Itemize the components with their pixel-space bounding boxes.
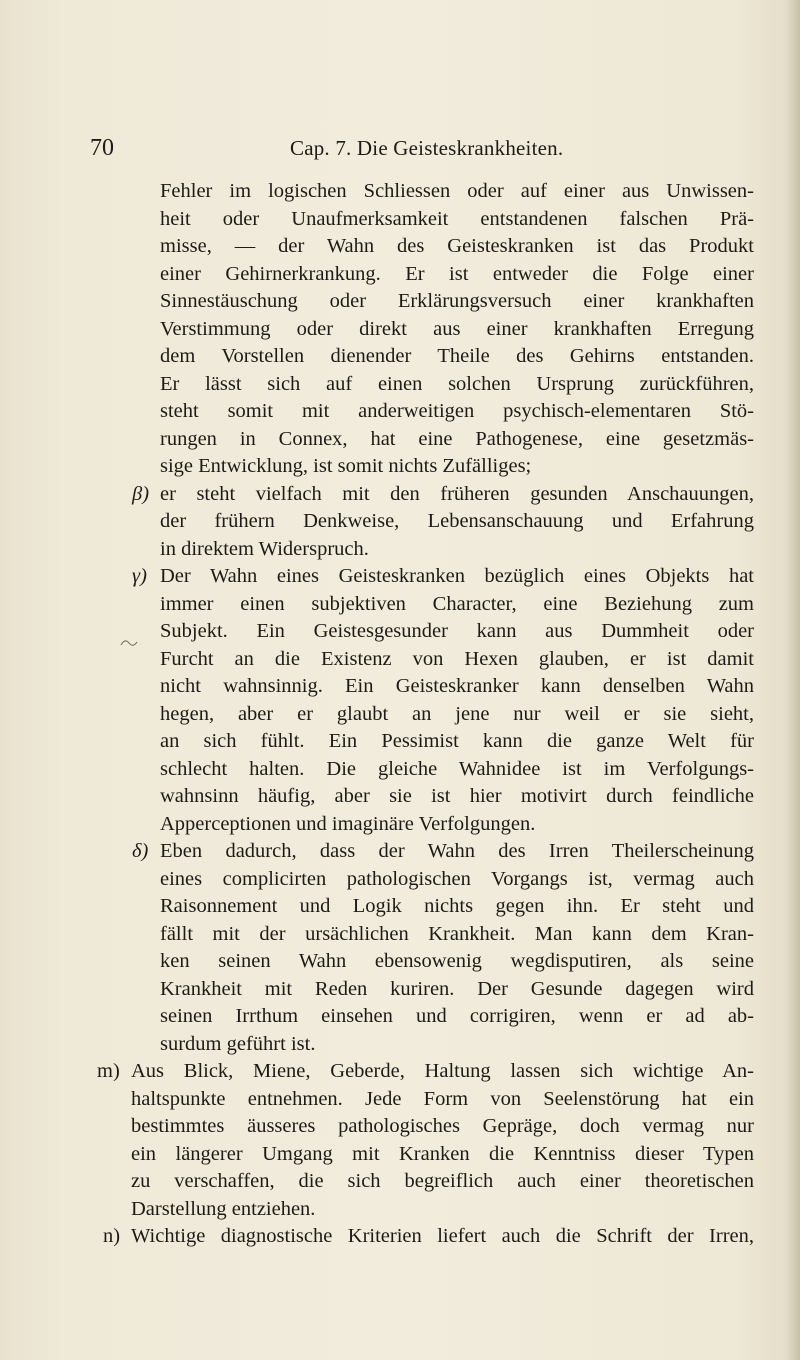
text-line: fällt mit der ursächlichen Krankheit. Man kann dem Kran- (160, 922, 754, 945)
ink-mark-icon (120, 636, 138, 650)
marker-m: m) (97, 1060, 120, 1082)
text-line: haltspunkte entnehmen. Jede Form von Seelenstörung hat ein (131, 1087, 754, 1110)
marker-beta: β) (132, 482, 150, 505)
text-line: steht somit mit anderweitigen psychisch-elementaren Stö- (160, 400, 754, 422)
text-line: ken seinen Wahn ebensowenig wegdisputiren, als seine (160, 950, 754, 972)
text-line: Verstimmung oder direkt aus einer krankhaften Erregung (160, 317, 754, 340)
text-line: Eben dadurch, dass der Wahn des Irren Theilerscheinung (160, 840, 754, 862)
text-line: ein längerer Umgang mit Kranken die Kenntniss dieser Typen (131, 1142, 754, 1165)
page-edge-shadow (786, 0, 800, 1360)
text-line: immer einen subjektiven Character, eine Beziehung zum (160, 592, 754, 615)
text-line: rungen in Connex, hat eine Pathogenese, eine gesetzmäs- (160, 427, 754, 450)
text-line: Aus Blick, Miene, Geberde, Haltung lassen sich wichtige An- (131, 1060, 754, 1082)
text-line: Apperceptionen und imaginäre Verfolgungen. (160, 812, 536, 835)
page-number: 70 (90, 135, 114, 161)
text-line: an sich fühlt. Ein Pessimist kann die ganze Welt für (160, 730, 754, 752)
text-line: in direktem Widerspruch. (160, 537, 369, 560)
text-line: zu verschaffen, die sich begreiflich auch einer theoretischen (131, 1170, 754, 1192)
text-line: nicht wahnsinnig. Ein Geisteskranker kann denselben Wahn (160, 675, 754, 697)
marker-n: n) (103, 1225, 121, 1247)
text-line: eines complicirten pathologischen Vorgangs ist, vermag auch (160, 867, 754, 890)
running-header (0, 133, 800, 163)
text-line: Er lässt sich auf einen solchen Ursprung zurückführen, (160, 372, 754, 395)
text-line: hegen, aber er glaubt an jene nur weil er sie sieht, (160, 702, 754, 725)
text-line: Furcht an die Existenz von Hexen glauben, er ist damit (160, 647, 754, 670)
text-line: Krankheit mit Reden kuriren. Der Gesunde dagegen wird (160, 977, 754, 1000)
text-line: seinen Irrthum einsehen und corrigiren, wenn er ad ab- (160, 1005, 754, 1027)
text-line: Der Wahn eines Geisteskranken bezüglich eines Objekts hat (160, 565, 754, 587)
text-line: einer Gehirnerkrankung. Er ist entweder die Folge einer (160, 262, 754, 285)
text-line: schlecht halten. Die gleiche Wahnidee ist im Verfolgungs- (160, 757, 754, 780)
text-line: er steht vielfach mit den früheren gesunden Anschauungen, (160, 482, 754, 505)
text-line: Wichtige diagnostische Kriterien liefert auch die Schrift der Irren, (131, 1225, 754, 1247)
text-line: der frühern Denkweise, Lebensanschauung und Erfahrung (160, 510, 754, 532)
text-line: surdum geführt ist. (160, 1032, 316, 1055)
text-line: wahnsinn häufig, aber sie ist hier motivirt durch feindliche (160, 785, 754, 807)
text-line: heit oder Unaufmerksamkeit entstandenen falschen Prä- (160, 207, 754, 230)
text-line: Subjekt. Ein Geistesgesunder kann aus Dummheit oder (160, 620, 754, 642)
marker-delta: δ) (132, 840, 149, 862)
text-line: Fehler im logischen Schliessen oder auf einer aus Unwissen- (160, 180, 754, 202)
text-line: Raisonnement und Logik nichts gegen ihn. Er steht und (160, 895, 754, 917)
text-line: Darstellung entziehen. (131, 1197, 316, 1220)
text-line: misse, — der Wahn des Geisteskranken ist das Produkt (160, 235, 754, 257)
text-line: dem Vorstellen dienender Theile des Gehirns entstanden. (160, 345, 754, 367)
text-line: bestimmtes äusseres pathologisches Gepräge, doch vermag nur (131, 1115, 754, 1137)
text-line: sige Entwicklung, ist somit nichts Zufälliges; (160, 455, 532, 477)
running-title: Cap. 7. Die Geisteskrankheiten. (290, 136, 564, 160)
text-line: Sinnestäuschung oder Erklärungsversuch einer krankhaften (160, 290, 754, 312)
marker-gamma: γ) (132, 565, 147, 587)
